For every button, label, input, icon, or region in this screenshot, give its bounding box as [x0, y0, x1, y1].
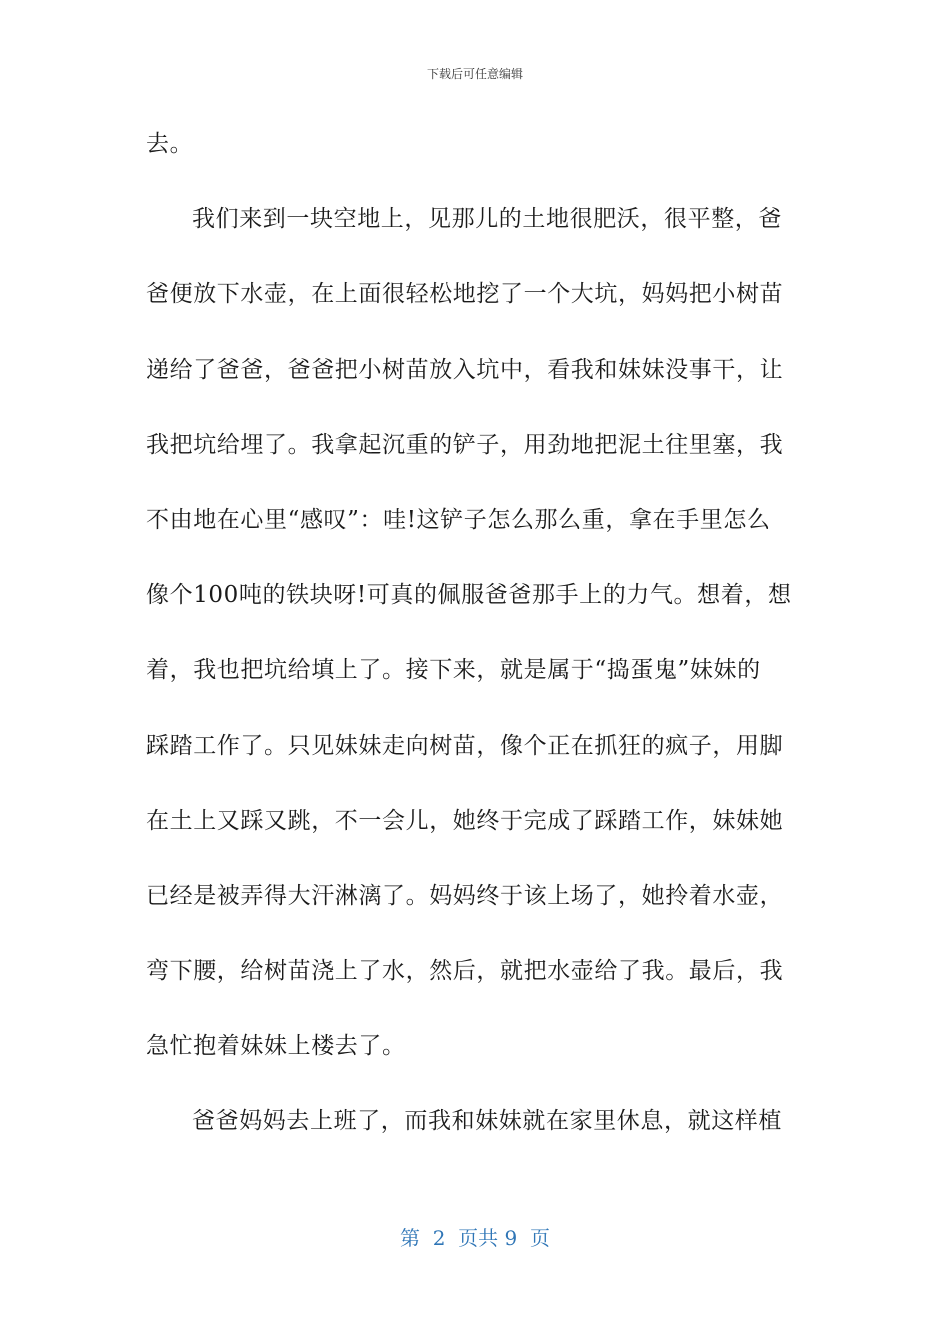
paragraph-first-line: 我们来到一块空地上，见那儿的土地很肥沃，很平整，爸 — [192, 206, 782, 233]
body-line: 爸便放下水壶，在上面很轻松地挖了一个大坑，妈妈把小树苗 — [146, 281, 784, 308]
body-line: 去。 — [146, 131, 194, 157]
paragraph-first-line: 爸爸妈妈去上班了，而我和妹妹就在家里休息，就这样植 — [192, 1108, 782, 1135]
body-line: 我把坑给埋了。我拿起沉重的铲子，用劲地把泥土往里塞，我 — [146, 431, 784, 458]
body-line: 急忙抱着妹妹上楼去了。 — [146, 1033, 406, 1060]
page-number-footer: 第 2 页共 9 页 — [400, 1226, 550, 1250]
body-line: 已经是被弄得大汗淋漓了。妈妈终于该上场了，她拎着水壶， — [146, 882, 784, 909]
body-line: 像个100吨的铁块呀!可真的佩服爸爸那手上的力气。想着，想 — [146, 582, 792, 609]
body-line: 踩踏工作了。只见妹妹走向树苗，像个正在抓狂的疯子，用脚 — [146, 732, 784, 759]
body-line: 弯下腰，给树苗浇上了水，然后，就把水壶给了我。最后，我 — [146, 958, 784, 985]
document-body — [146, 124, 806, 1177]
body-line: 在土上又踩又跳，不一会儿，她终于完成了踩踏工作，妹妹她 — [146, 807, 784, 834]
body-line: 不由地在心里“感叹”：哇!这铲子怎么那么重，拿在手里怎么 — [146, 506, 771, 533]
page-header: 下载后可任意编辑 — [426, 67, 523, 81]
body-line: 递给了爸爸，爸爸把小树苗放入坑中，看我和妹妹没事干，让 — [146, 356, 784, 383]
body-line: 着，我也把坑给填上了。接下来，就是属于“捣蛋鬼”妹妹的 — [146, 657, 761, 684]
